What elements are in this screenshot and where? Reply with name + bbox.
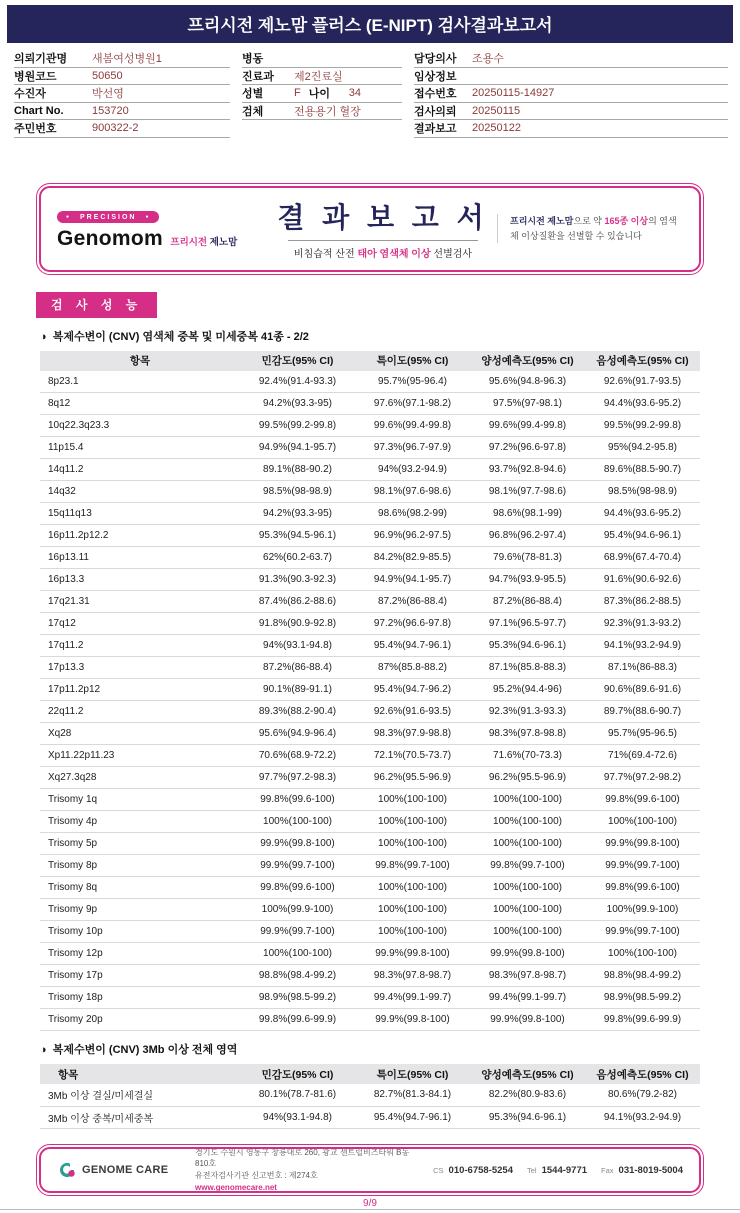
value-cell: 72.1%(70.5-73.7) xyxy=(355,745,470,767)
item-cell: 16p11.2p12.2 xyxy=(40,525,240,547)
cnv-table-caption xyxy=(40,328,740,344)
table-row xyxy=(40,789,700,811)
value-cell: 98.6%(98.2-99) xyxy=(355,503,470,525)
field-empty xyxy=(242,120,402,138)
value-cell: 99.4%(99.1-99.7) xyxy=(355,987,470,1009)
col-header-sensitivity: 민감도(95% CI) xyxy=(240,351,355,371)
value-cell: 90.1%(89-91.1) xyxy=(240,679,355,701)
value-cell: 98.5%(98-98.9) xyxy=(240,481,355,503)
value-cell: 94.1%(93.2-94.9) xyxy=(585,1106,700,1128)
value-cell: 94%(93.1-94.8) xyxy=(240,1106,355,1128)
value-cell: 100%(100-100) xyxy=(355,811,470,833)
value-cell: 87.1%(86-88.3) xyxy=(585,657,700,679)
value-cell: 89.6%(88.5-90.7) xyxy=(585,459,700,481)
field-label: 진료과 xyxy=(242,70,274,83)
value-cell: 100%(100-100) xyxy=(355,833,470,855)
col-header-sensitivity: 민감도(95% CI) xyxy=(240,1064,355,1084)
item-cell: 14q11.2 xyxy=(40,459,240,481)
field-report-date xyxy=(414,120,728,138)
value-cell: 98.1%(97.7-98.6) xyxy=(470,481,585,503)
item-cell: Trisomy 18p xyxy=(40,987,240,1009)
field-ward xyxy=(242,50,402,68)
table-row xyxy=(40,1106,700,1128)
item-cell: 10q22.3q23.3 xyxy=(40,415,240,437)
value-cell: 100%(100-100) xyxy=(470,899,585,921)
field-patient-name xyxy=(14,85,230,103)
col-header-specificity: 특이도(95% CI) xyxy=(355,1064,470,1084)
item-cell: 8p23.1 xyxy=(40,371,240,393)
field-value: 34 xyxy=(348,87,361,100)
value-cell: 87%(85.8-88.2) xyxy=(355,657,470,679)
value-cell: 98.6%(98.1-99) xyxy=(470,503,585,525)
value-cell: 99.6%(99.4-99.8) xyxy=(355,415,470,437)
value-cell: 97.1%(96.5-97.7) xyxy=(470,613,585,635)
field-label: 병원코드 xyxy=(14,70,57,83)
item-cell: Trisomy 9p xyxy=(40,899,240,921)
table-row xyxy=(40,855,700,877)
field-department xyxy=(242,68,402,86)
value-cell: 99.8%(99.6-100) xyxy=(585,789,700,811)
note-highlight: 165종 이상 xyxy=(604,216,649,227)
website-link[interactable]: www.genomecare.net xyxy=(195,1182,277,1192)
value-cell: 100%(100-100) xyxy=(355,921,470,943)
value-cell: 95.3%(94.6-96.1) xyxy=(470,1106,585,1128)
table-header-row xyxy=(40,351,700,371)
value-cell: 98.3%(97.8-98.8) xyxy=(470,723,585,745)
value-cell: 94.1%(93.2-94.9) xyxy=(585,635,700,657)
value-cell: 94.2%(93.3-95) xyxy=(240,393,355,415)
value-cell: 92.6%(91.6-93.5) xyxy=(355,701,470,723)
value-cell: 98.3%(97.8-98.7) xyxy=(355,965,470,987)
value-cell: 92.3%(91.3-93.2) xyxy=(585,613,700,635)
value-cell: 95.4%(94.6-96.1) xyxy=(585,525,700,547)
value-cell: 100%(99.9-100) xyxy=(240,899,355,921)
field-specimen xyxy=(242,103,402,121)
mb-caption-text: 복제수변이 (CNV) 3Mb 이상 전체 영역 xyxy=(52,1044,238,1056)
value-cell: 95%(94.2-95.8) xyxy=(585,437,700,459)
value-cell: 94.9%(94.1-95.7) xyxy=(240,437,355,459)
value-cell: 99.9%(99.8-100) xyxy=(470,943,585,965)
field-label: 임상정보 xyxy=(414,70,457,83)
value-cell: 95.4%(94.7-96.1) xyxy=(355,635,470,657)
value-cell: 82.7%(81.3-84.1) xyxy=(355,1084,470,1106)
table-row xyxy=(40,1009,700,1031)
section-test-performance: 검 사 성 능 xyxy=(36,292,157,318)
field-label: 접수번호 xyxy=(414,88,457,101)
field-label: 주민번호 xyxy=(14,123,57,136)
value-cell: 100%(100-100) xyxy=(240,943,355,965)
half-circle-icon: ◑ xyxy=(40,1044,47,1056)
value-cell: 97.7%(97.2-98.2) xyxy=(585,767,700,789)
value-cell: 79.6%(78-81.3) xyxy=(470,547,585,569)
company-name: GENOME CARE xyxy=(82,1164,169,1176)
value-cell: 94.4%(93.6-95.2) xyxy=(585,393,700,415)
value-cell: 99.9%(99.7-100) xyxy=(585,921,700,943)
genomecare-logo xyxy=(57,1160,187,1180)
field-value: 조용수 xyxy=(472,53,504,66)
item-cell: 17p11.2p12 xyxy=(40,679,240,701)
footer-contact xyxy=(424,1165,683,1176)
value-cell: 92.3%(91.3-93.3) xyxy=(470,701,585,723)
field-label: 나이 xyxy=(308,88,330,101)
field-hospital-code xyxy=(14,68,230,86)
value-cell: 99.5%(99.2-99.8) xyxy=(585,415,700,437)
field-label: 검사의뢰 xyxy=(414,105,457,118)
value-cell: 98.8%(98.4-99.2) xyxy=(240,965,355,987)
field-chart-no xyxy=(14,103,230,121)
table-row xyxy=(40,679,700,701)
item-cell: 17q21.31 xyxy=(40,591,240,613)
brand-name-korean: 프리시전 제노맘 xyxy=(170,237,238,249)
value-cell: 99.8%(99.6-99.9) xyxy=(240,1009,355,1031)
result-report-box xyxy=(36,183,704,275)
value-cell: 95.4%(94.7-96.2) xyxy=(355,679,470,701)
value-cell: 95.4%(94.7-96.1) xyxy=(355,1106,470,1128)
report-page xyxy=(0,5,740,1209)
value-cell: 91.6%(90.6-92.6) xyxy=(585,569,700,591)
value-cell: 95.7%(95-96.4) xyxy=(355,371,470,393)
item-cell: Trisomy 17p xyxy=(40,965,240,987)
table-row xyxy=(40,877,700,899)
value-cell: 99.8%(99.6-100) xyxy=(240,789,355,811)
value-cell: 99.4%(99.1-99.7) xyxy=(470,987,585,1009)
value-cell: 87.2%(86-88.4) xyxy=(240,657,355,679)
value-cell: 95.3%(94.5-96.1) xyxy=(240,525,355,547)
patient-info-col3 xyxy=(414,50,728,138)
value-cell: 92.4%(91.4-93.3) xyxy=(240,371,355,393)
field-value: 153720 xyxy=(92,104,129,117)
field-referring-org xyxy=(14,50,230,68)
field-value: 전용용기 혈장 xyxy=(294,105,361,118)
value-cell: 99.9%(99.8-100) xyxy=(240,833,355,855)
patient-info-col1 xyxy=(14,50,230,138)
item-cell: 11p15.4 xyxy=(40,437,240,459)
item-cell: 3Mb 이상 결실/미세결실 xyxy=(40,1084,240,1106)
value-cell: 99.9%(99.8-100) xyxy=(585,833,700,855)
col-header-ppv: 양성예측도(95% CI) xyxy=(470,351,585,371)
table-row xyxy=(40,393,700,415)
table-row xyxy=(40,943,700,965)
value-cell: 70.6%(68.9-72.2) xyxy=(240,745,355,767)
table-row xyxy=(40,811,700,833)
value-cell: 98.3%(97.9-98.8) xyxy=(355,723,470,745)
footer-inner xyxy=(39,1147,701,1193)
field-label: 의뢰기관명 xyxy=(14,53,68,66)
value-cell: 97.5%(97-98.1) xyxy=(470,393,585,415)
value-cell: 100%(100-100) xyxy=(355,899,470,921)
value-cell: 99.9%(99.8-100) xyxy=(355,943,470,965)
patient-info-col2 xyxy=(242,50,402,138)
item-cell: 8q12 xyxy=(40,393,240,415)
value-cell: 99.8%(99.6-100) xyxy=(240,877,355,899)
value-cell: 95.2%(94.4-96) xyxy=(470,679,585,701)
field-value: 20250115-14927 xyxy=(472,87,555,100)
item-cell: 15q11q13 xyxy=(40,503,240,525)
value-cell: 89.1%(88-90.2) xyxy=(240,459,355,481)
field-label: Chart No. xyxy=(14,104,64,117)
value-cell: 100%(100-100) xyxy=(470,921,585,943)
value-cell: 99.6%(99.4-99.8) xyxy=(470,415,585,437)
value-cell: 95.3%(94.6-96.1) xyxy=(470,635,585,657)
value-cell: 98.9%(98.5-99.2) xyxy=(585,987,700,1009)
precision-badge xyxy=(57,211,159,223)
cnv-performance-table xyxy=(40,351,700,1032)
report-header-bar xyxy=(7,5,733,43)
footer xyxy=(36,1144,704,1196)
col-header-npv: 음성예측도(95% CI) xyxy=(585,351,700,371)
table-row xyxy=(40,591,700,613)
value-cell: 68.9%(67.4-70.4) xyxy=(585,547,700,569)
value-cell: 84.2%(82.9-85.5) xyxy=(355,547,470,569)
page-number: 9/9 xyxy=(363,1198,377,1209)
mb-table-caption xyxy=(40,1041,740,1057)
mb-performance-table xyxy=(40,1064,700,1129)
item-cell: 17p13.3 xyxy=(40,657,240,679)
value-cell: 99.9%(99.8-100) xyxy=(470,1009,585,1031)
table-row xyxy=(40,745,700,767)
table-row xyxy=(40,833,700,855)
value-cell: 96.9%(96.2-97.5) xyxy=(355,525,470,547)
value-cell: 99.8%(99.7-100) xyxy=(355,855,470,877)
value-cell: 99.5%(99.2-99.8) xyxy=(240,415,355,437)
field-request-date xyxy=(414,103,728,121)
precision-badge-label: PRECISION xyxy=(79,213,137,221)
genomecare-logo-icon xyxy=(57,1160,77,1180)
field-value: 20250122 xyxy=(472,122,521,135)
value-cell: 90.6%(89.6-91.6) xyxy=(585,679,700,701)
patient-info-section xyxy=(0,43,740,138)
result-report-box-inner xyxy=(39,186,701,272)
item-cell: Trisomy 4p xyxy=(40,811,240,833)
item-cell: Trisomy 1q xyxy=(40,789,240,811)
value-cell: 87.1%(85.8-88.3) xyxy=(470,657,585,679)
field-value: 20250115 xyxy=(472,104,521,117)
table-row xyxy=(40,701,700,723)
table-row xyxy=(40,459,700,481)
value-cell: 80.1%(78.7-81.6) xyxy=(240,1084,355,1106)
tel-number: 1544-9771 xyxy=(541,1164,588,1176)
table-row xyxy=(40,503,700,525)
value-cell: 91.3%(90.3-92.3) xyxy=(240,569,355,591)
table-row xyxy=(40,613,700,635)
table-row xyxy=(40,987,700,1009)
value-cell: 97.6%(97.1-98.2) xyxy=(355,393,470,415)
value-cell: 95.6%(94.8-96.3) xyxy=(470,371,585,393)
value-cell: 92.6%(91.7-93.5) xyxy=(585,371,700,393)
item-cell: Trisomy 10p xyxy=(40,921,240,943)
table-row xyxy=(40,965,700,987)
col-header-item: 항목 xyxy=(40,1064,240,1084)
table-row xyxy=(40,371,700,393)
item-cell: Xq27.3q28 xyxy=(40,767,240,789)
field-label: 담당의사 xyxy=(414,53,457,66)
value-cell: 93.7%(92.8-94.6) xyxy=(470,459,585,481)
value-cell: 89.7%(88.6-90.7) xyxy=(585,701,700,723)
item-cell: 22q11.2 xyxy=(40,701,240,723)
item-cell: Trisomy 12p xyxy=(40,943,240,965)
value-cell: 100%(100-100) xyxy=(355,877,470,899)
field-value: 박선영 xyxy=(92,88,124,101)
field-label: 성별 xyxy=(242,88,264,101)
value-cell: 100%(100-100) xyxy=(470,833,585,855)
value-cell: 96.2%(95.5-96.9) xyxy=(470,767,585,789)
value-cell: 97.2%(96.6-97.8) xyxy=(355,613,470,635)
table-row xyxy=(40,657,700,679)
value-cell: 98.5%(98-98.9) xyxy=(585,481,700,503)
value-cell: 94.9%(94.1-95.7) xyxy=(355,569,470,591)
value-cell: 100%(100-100) xyxy=(585,943,700,965)
table-header-row xyxy=(40,1064,700,1084)
field-value: 900322-2 xyxy=(92,122,139,135)
value-cell: 98.1%(97.6-98.6) xyxy=(355,481,470,503)
item-cell: Trisomy 8q xyxy=(40,877,240,899)
cnv-caption-text: 복제수변이 (CNV) 염색체 중복 및 미세중복 41종 - 2/2 xyxy=(52,330,309,343)
value-cell: 94%(93.1-94.8) xyxy=(240,635,355,657)
field-label: 결과보고 xyxy=(414,123,457,136)
table-row xyxy=(40,899,700,921)
cs-label: CS xyxy=(433,1165,444,1175)
report-box-subtitle: 비침습적 산전 태아 염색체 이상 선별검사 xyxy=(288,240,478,260)
table-row xyxy=(40,767,700,789)
col-header-npv: 음성예측도(95% CI) xyxy=(585,1064,700,1084)
table-row xyxy=(40,921,700,943)
field-value: 새봄여성병원1 xyxy=(92,53,162,66)
value-cell: 98.9%(98.5-99.2) xyxy=(240,987,355,1009)
report-box-title: 결 과 보 고 서 xyxy=(277,201,489,233)
value-cell: 94.4%(93.6-95.2) xyxy=(585,503,700,525)
value-cell: 94.7%(93.9-95.5) xyxy=(470,569,585,591)
item-cell: 14q32 xyxy=(40,481,240,503)
table-row xyxy=(40,547,700,569)
item-cell: Trisomy 5p xyxy=(40,833,240,855)
field-sex-age xyxy=(242,85,402,103)
brand-name: Genomom xyxy=(57,227,163,251)
field-label: 검체 xyxy=(242,105,264,118)
report-box-note: 프리시전 제노맘으로 약 165종 이상의 염색체 이상질환을 선별할 수 있습니다 xyxy=(497,214,683,243)
value-cell: 100%(100-100) xyxy=(585,811,700,833)
col-header-ppv: 양성예측도(95% CI) xyxy=(470,1064,585,1084)
table-row xyxy=(40,437,700,459)
value-cell: 71.6%(70-73.3) xyxy=(470,745,585,767)
field-label: 병동 xyxy=(242,53,264,66)
table-row xyxy=(40,415,700,437)
field-clinical-info xyxy=(414,68,728,86)
field-doctor xyxy=(414,50,728,68)
field-resident-id xyxy=(14,120,230,138)
table-row xyxy=(40,481,700,503)
footer-address: 경기도 수원시 영통구 창룡대로 260, 광교 센트럴비즈타워 B동 810호 xyxy=(195,1147,410,1169)
table-row xyxy=(40,635,700,657)
value-cell: 82.2%(80.9-83.6) xyxy=(470,1084,585,1106)
footer-license: 유전자검사기관 신고번호 : 제274호 xyxy=(195,1171,318,1180)
fax-label: Fax xyxy=(601,1165,614,1175)
bottom-divider xyxy=(0,1209,740,1210)
value-cell: 94.2%(93.3-95) xyxy=(240,503,355,525)
value-cell: 89.3%(88.2-90.4) xyxy=(240,701,355,723)
value-cell: 99.9%(99.7-100) xyxy=(240,855,355,877)
item-cell: 17q12 xyxy=(40,613,240,635)
item-cell: 3Mb 이상 중복/미세중복 xyxy=(40,1106,240,1128)
value-cell: 99.8%(99.7-100) xyxy=(470,855,585,877)
half-circle-icon: ◑ xyxy=(40,330,47,343)
value-cell: 100%(100-100) xyxy=(470,877,585,899)
value-cell: 95.7%(95-96.5) xyxy=(585,723,700,745)
value-cell: 99.9%(99.7-100) xyxy=(585,855,700,877)
value-cell: 100%(99.9-100) xyxy=(585,899,700,921)
item-cell: Xq28 xyxy=(40,723,240,745)
table-row xyxy=(40,569,700,591)
value-cell: 98.8%(98.4-99.2) xyxy=(585,965,700,987)
col-header-specificity: 특이도(95% CI) xyxy=(355,351,470,371)
value-cell: 62%(60.2-63.7) xyxy=(240,547,355,569)
brand-line xyxy=(57,227,269,251)
value-cell: 100%(100-100) xyxy=(470,811,585,833)
field-value: 제2진료실 xyxy=(294,70,343,83)
table-row xyxy=(40,723,700,745)
item-cell: Xp11.22p11.23 xyxy=(40,745,240,767)
item-cell: Trisomy 20p xyxy=(40,1009,240,1031)
value-cell: 100%(100-100) xyxy=(470,789,585,811)
genomom-logo xyxy=(57,206,269,252)
value-cell: 87.3%(86.2-88.5) xyxy=(585,591,700,613)
value-cell: 97.7%(97.2-98.3) xyxy=(240,767,355,789)
value-cell: 80.6%(79.2-82) xyxy=(585,1084,700,1106)
field-receipt-no xyxy=(414,85,728,103)
report-title: 프리시전 제노맘 플러스 (E-NIPT) 검사결과보고서 xyxy=(187,16,553,35)
footer-address-block xyxy=(187,1147,424,1193)
value-cell: 87.4%(86.2-88.6) xyxy=(240,591,355,613)
table-row xyxy=(40,525,700,547)
value-cell: 99.8%(99.6-99.9) xyxy=(585,1009,700,1031)
value-cell: 99.9%(99.7-100) xyxy=(240,921,355,943)
item-cell: 17q11.2 xyxy=(40,635,240,657)
field-label: 수진자 xyxy=(14,88,46,101)
report-box-title-block xyxy=(269,196,497,262)
subtitle-highlight: 태아 염색체 이상 xyxy=(357,248,431,260)
value-cell: 71%(69.4-72.6) xyxy=(585,745,700,767)
item-cell: Trisomy 8p xyxy=(40,855,240,877)
table-row xyxy=(40,1084,700,1106)
value-cell: 99.8%(99.6-100) xyxy=(585,877,700,899)
value-cell: 87.2%(86-88.4) xyxy=(355,591,470,613)
value-cell: 94%(93.2-94.9) xyxy=(355,459,470,481)
tel-label: Tel xyxy=(527,1165,537,1175)
value-cell: 97.3%(96.7-97.9) xyxy=(355,437,470,459)
value-cell: 95.6%(94.9-96.4) xyxy=(240,723,355,745)
field-value: F xyxy=(294,87,301,100)
value-cell: 100%(100-100) xyxy=(355,789,470,811)
value-cell: 99.9%(99.8-100) xyxy=(355,1009,470,1031)
value-cell: 96.8%(96.2-97.4) xyxy=(470,525,585,547)
cs-number: 010-6758-5254 xyxy=(448,1164,513,1176)
value-cell: 91.8%(90.9-92.8) xyxy=(240,613,355,635)
value-cell: 87.2%(86-88.4) xyxy=(470,591,585,613)
value-cell: 100%(100-100) xyxy=(240,811,355,833)
fax-number: 031-8019-5004 xyxy=(618,1164,683,1176)
value-cell: 98.3%(97.8-98.7) xyxy=(470,965,585,987)
item-cell: 16p13.3 xyxy=(40,569,240,591)
field-value: 50650 xyxy=(92,69,123,82)
value-cell: 97.2%(96.6-97.8) xyxy=(470,437,585,459)
item-cell: 16p13.11 xyxy=(40,547,240,569)
col-header-item: 항목 xyxy=(40,351,240,371)
value-cell: 96.2%(95.5-96.9) xyxy=(355,767,470,789)
